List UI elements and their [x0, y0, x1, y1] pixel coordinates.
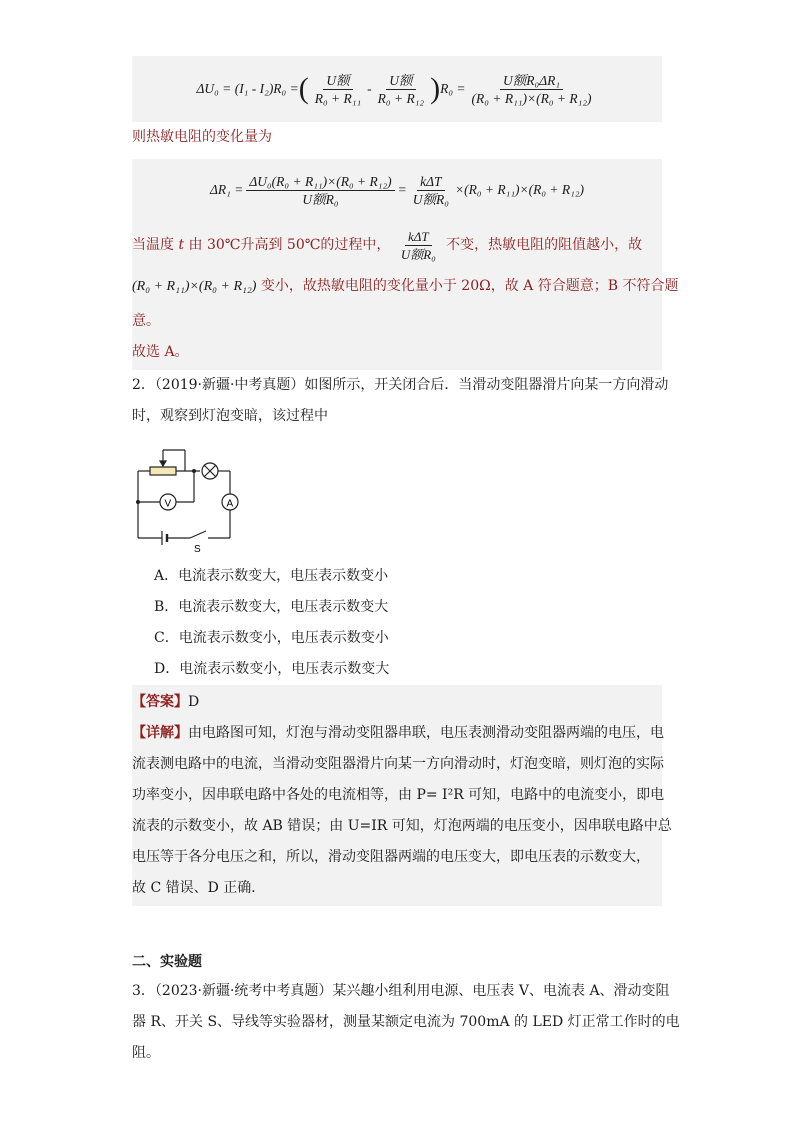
choose-answer: 故选 A。	[132, 344, 189, 360]
eq1-fraction-2: $\frac{\text{U额}}{\text{R₀ + R₁₂}}$	[377, 72, 425, 106]
answer-value: D	[188, 694, 200, 710]
voltmeter-label: V	[164, 498, 172, 510]
answer-tag: 【答案】	[132, 694, 188, 710]
answer-block: 【答案】D 【详解】由电路图可知，灯泡与滑动变阻器串联，电压表测滑动变阻器两端的电压，电 流表测电路中的电流，当滑动变阻器滑片向某一方向滑动时，灯泡变暗，则灯泡的实际 功率变小，因串联电路中各处的电流相等，由 P= I²R 可知，电路中的电流变小，即电 流表的示数变小，故 AB 错误；由 U=IR 可知，灯泡两端的电压变小，因串联电路中总 电压等于各分电压之和，所以，滑动变阻器两端的电压变大，即电压表的示数变大， 故 C 错误、D 正确．	[132, 685, 662, 906]
detail-tag: 【详解】	[132, 725, 188, 741]
rheostat	[150, 467, 176, 475]
q3-line-2: 器 R、开关 S、导线等实验器材，测量某额定电流为 700mA 的 LED 灯正常工作时的电	[132, 1014, 680, 1030]
equation-delta-u0: ΔU₀ = (I₁ - I₂)R₀ = ( $\frac{\text{U额}}{\text{R₀ + R₁₁}}$ - $\frac{\text{U额}}{\text{R₀ + R₁₂}}$ ) R₀ = $\frac{\text{U额R₀ΔR₁}}{\text{(R₀ + R₁₁)×(R₀ + R₁₂)}}$	[132, 56, 662, 122]
eq2-fraction-1: $\frac{\text{ΔU₀(R₀ + R₁₁)×(R₀ + R₁₂)}}{\text{U额R₀}}$	[246, 173, 394, 208]
circuit-diagram	[132, 438, 252, 553]
ammeter-label: A	[226, 498, 234, 510]
option-a: A．电流表示数变大，电压表示数变小	[154, 568, 389, 584]
section-experiment-title: 二、实验题	[132, 954, 202, 970]
document-page	[132, 56, 680, 1069]
explanation-block: 当温度 t 由 30℃升高到 50℃的过程中， $\frac{\text{kΔT}}{\text{U额R₀}}$ 不变，热敏电阻的阻值越小，故 (R₀ + R₁₁)×(R₀ + R₁₂) 变小，故热敏电阻的变化量小于 20Ω，故 A 符合题意；B 不符合题 意。 故选 A。	[132, 221, 662, 370]
eq1-fraction-1: $\frac{\text{U额}}{\text{R₀ + R₁₁}}$	[314, 72, 362, 106]
q3-line-3: 阻。	[132, 1045, 160, 1061]
q3-line-1: 3．（2023·新疆·统考中考真题）某兴趣小组利用电源、电压表 V、电流表 A、滑动变阻	[132, 983, 670, 999]
eq1-lhs: ΔU₀ = (I₁ - I₂)R₀ =	[196, 81, 299, 96]
option-d: D．电流表示数变小，电压表示数变大	[154, 661, 390, 677]
q2-stem-2: 时，观察到灯泡变暗，该过程中	[132, 408, 328, 424]
q2-stem-1: 2．（2019·新疆·中考真题）如图所示，开关闭合后．当滑动变阻器滑片向某一方向滑动	[132, 377, 669, 393]
switch-label: S	[194, 544, 201, 553]
eq2-fraction-2: $\frac{\text{kΔT}}{\text{U额R₀}}$	[412, 173, 449, 207]
expl-fraction: $\frac{\text{kΔT}}{\text{U额R₀}}$	[400, 228, 436, 262]
eq1-fraction-3: $\frac{\text{U额R₀ΔR₁}}{\text{(R₀ + R₁₁)×(R₀ + R₁₂)}}$	[471, 72, 592, 106]
intro-text: 则热敏电阻的变化量为	[132, 129, 272, 145]
option-c: C．电流表示数变小，电压表示数变小	[154, 630, 389, 646]
equation-delta-r1: ΔR₁ = $\frac{\text{ΔU₀(R₀ + R₁₁)×(R₀ + R₁₂)}}{\text{U额R₀}}$ = $\frac{\text{kΔT}}{\text{U额R₀}}$ ×(R₀ + R₁₁)×(R₀ + R₁₂)	[132, 159, 662, 221]
option-b: B．电流表示数变大，电压表示数变大	[154, 599, 389, 615]
